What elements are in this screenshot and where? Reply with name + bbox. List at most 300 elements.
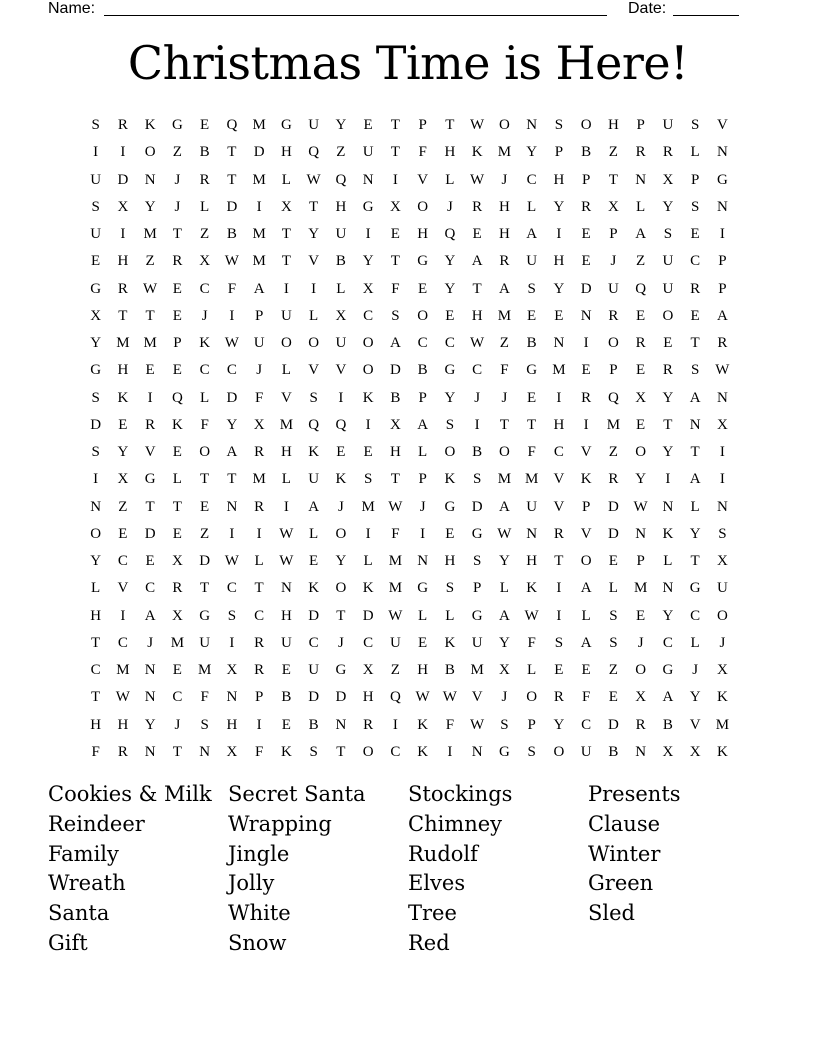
grid-letter: J: [337, 634, 344, 651]
grid-letter: E: [527, 389, 537, 406]
grid-letter: C: [254, 607, 265, 624]
grid-letter: L: [418, 607, 428, 624]
word-list-item: Rudolf: [408, 841, 478, 866]
grid-letter: L: [336, 280, 346, 297]
grid-letter: J: [256, 362, 263, 379]
grid-letter: C: [226, 362, 237, 379]
grid-letter: E: [608, 553, 618, 570]
grid-letter: W: [524, 607, 539, 624]
grid-letter: C: [553, 444, 564, 461]
grid-letter: X: [389, 416, 401, 433]
grid-letter: P: [418, 389, 427, 406]
grid-letter: V: [553, 498, 565, 515]
grid-letter: A: [498, 607, 510, 624]
grid-row: [82, 521, 736, 548]
grid-letter: K: [335, 471, 347, 488]
grid-letter: P: [418, 117, 427, 134]
grid-row: [82, 276, 736, 303]
grid-letter: B: [417, 362, 428, 379]
student-info-header: [48, 0, 748, 20]
grid-letter: G: [662, 662, 674, 679]
grid-letter: A: [635, 226, 647, 243]
grid-letter: K: [716, 689, 728, 706]
grid-letter: J: [692, 662, 699, 679]
grid-letter: T: [91, 634, 101, 651]
grid-letter: D: [607, 716, 619, 733]
grid-letter: R: [690, 280, 701, 297]
grid-letter: I: [120, 607, 126, 624]
grid-letter: J: [201, 307, 208, 324]
grid-letter: H: [417, 662, 429, 679]
grid-letter: C: [690, 607, 701, 624]
grid-letter: S: [554, 117, 564, 134]
grid-letter: L: [663, 553, 673, 570]
grid-letter: P: [581, 171, 591, 188]
grid-letter: G: [471, 525, 483, 542]
grid-letter: O: [335, 525, 347, 542]
grid-letter: F: [200, 416, 209, 433]
grid-letter: C: [662, 634, 673, 651]
grid-letter: Z: [118, 498, 128, 515]
grid-letter: C: [199, 362, 210, 379]
grid-letter: I: [365, 226, 371, 243]
grid-letter: I: [420, 525, 426, 542]
grid-letter: T: [281, 253, 291, 270]
grid-letter: Y: [662, 444, 674, 461]
grid-letter: P: [718, 280, 727, 297]
grid-letter: S: [472, 471, 482, 488]
grid-letter: O: [526, 689, 538, 706]
grid-letter: U: [199, 634, 211, 651]
grid-letter: T: [663, 416, 673, 433]
grid-row: [82, 303, 736, 330]
grid-letter: S: [718, 525, 727, 542]
grid-letter: D: [580, 280, 592, 297]
grid-letter: E: [690, 307, 700, 324]
grid-letter: I: [93, 471, 99, 488]
grid-letter: L: [499, 580, 509, 597]
grid-letter: L: [418, 444, 428, 461]
grid-letter: N: [689, 416, 701, 433]
grid-letter: F: [254, 389, 264, 406]
word-list-item: Presents: [588, 782, 681, 806]
word-list-item: Snow: [228, 930, 287, 955]
grid-letter: R: [553, 525, 564, 542]
grid-letter: K: [308, 580, 320, 597]
grid-letter: B: [581, 144, 592, 161]
grid-letter: E: [554, 662, 564, 679]
grid-letter: V: [308, 362, 320, 379]
grid-letter: R: [581, 198, 592, 215]
grid-letter: P: [690, 171, 700, 188]
grid-letter: V: [308, 253, 320, 270]
grid-letter: S: [609, 607, 618, 624]
grid-letter: Q: [226, 117, 238, 134]
grid-letter: L: [690, 634, 700, 651]
grid-letter: L: [445, 171, 455, 188]
grid-letter: U: [362, 144, 374, 161]
grid-letter: M: [252, 117, 266, 134]
grid-letter: E: [172, 444, 182, 461]
grid-letter: E: [581, 226, 591, 243]
grid-row: [82, 194, 736, 221]
grid-letter: L: [527, 662, 537, 679]
grid-letter: R: [499, 253, 510, 270]
grid-letter: H: [362, 689, 374, 706]
grid-letter: X: [117, 471, 129, 488]
grid-letter: T: [336, 743, 346, 760]
grid-row: [82, 575, 736, 602]
grid-letter: R: [254, 444, 265, 461]
grid-letter: N: [417, 553, 429, 570]
grid-letter: L: [527, 198, 537, 215]
grid-letter: L: [690, 144, 700, 161]
grid-letter: I: [365, 416, 371, 433]
grid-letter: R: [553, 689, 564, 706]
grid-letter: D: [607, 525, 619, 542]
grid-letter: X: [253, 416, 265, 433]
grid-letter: J: [419, 498, 426, 515]
grid-letter: H: [471, 307, 483, 324]
grid-letter: D: [308, 689, 320, 706]
word-list-item: Secret Santa: [228, 782, 366, 806]
grid-letter: Y: [689, 525, 701, 542]
grid-letter: H: [117, 716, 129, 733]
grid-letter: Q: [607, 389, 619, 406]
grid-letter: O: [362, 743, 374, 760]
grid-letter: P: [609, 362, 618, 379]
grid-letter: E: [418, 634, 428, 651]
grid-letter: Y: [444, 280, 456, 297]
grid-letter: E: [608, 689, 618, 706]
grid-row: [82, 548, 736, 575]
grid-letter: N: [662, 580, 674, 597]
grid-letter: T: [91, 689, 101, 706]
grid-letter: T: [445, 117, 455, 134]
grid-letter: S: [91, 389, 100, 406]
grid-letter: Y: [444, 253, 456, 270]
grid-letter: T: [472, 280, 482, 297]
grid-letter: G: [90, 280, 102, 297]
word-list-item: Jolly: [228, 871, 275, 896]
grid-letter: H: [90, 607, 102, 624]
grid-letter: E: [172, 362, 182, 379]
grid-letter: K: [280, 743, 292, 760]
grid-letter: E: [363, 444, 373, 461]
grid-letter: W: [442, 689, 457, 706]
grid-letter: F: [527, 634, 536, 651]
grid-letter: N: [362, 171, 374, 188]
grid-letter: P: [254, 689, 264, 706]
grid-letter: P: [472, 580, 482, 597]
grid-letter: O: [635, 662, 647, 679]
grid-letter: X: [498, 662, 510, 679]
word-list-item: Chimney: [408, 811, 503, 836]
grid-letter: M: [143, 335, 157, 352]
grid-letter: P: [418, 471, 427, 488]
grid-letter: J: [147, 634, 154, 651]
grid-letter: M: [388, 580, 403, 597]
grid-letter: I: [474, 416, 480, 433]
grid-letter: U: [662, 253, 674, 270]
grid-letter: E: [527, 307, 537, 324]
grid-letter: S: [391, 307, 400, 324]
grid-letter: U: [662, 280, 674, 297]
grid-letter: H: [335, 198, 347, 215]
grid-letter: M: [361, 498, 375, 515]
grid-letter: Y: [308, 226, 320, 243]
grid-letter: T: [390, 471, 400, 488]
grid-letter: A: [253, 280, 265, 297]
grid-letter: D: [226, 389, 238, 406]
grid-letter: U: [308, 662, 320, 679]
grid-letter: M: [143, 226, 157, 243]
grid-letter: X: [635, 689, 647, 706]
grid-letter: U: [580, 743, 592, 760]
grid-letter: M: [252, 471, 266, 488]
grid-letter: E: [172, 662, 182, 679]
grid-letter: T: [690, 444, 700, 461]
grid-letter: R: [662, 362, 673, 379]
grid-letter: Y: [144, 716, 156, 733]
grid-letter: D: [607, 498, 619, 515]
grid-letter: O: [144, 144, 156, 161]
grid-letter: Y: [90, 335, 102, 352]
grid-row: [82, 603, 736, 630]
grid-letter: W: [633, 498, 648, 515]
grid-letter: A: [226, 444, 238, 461]
grid-letter: C: [363, 634, 374, 651]
grid-letter: N: [716, 389, 728, 406]
grid-letter: I: [719, 226, 725, 243]
grid-letter: C: [472, 362, 483, 379]
grid-letter: S: [200, 716, 209, 733]
grid-letter: V: [471, 689, 483, 706]
grid-letter: C: [90, 662, 101, 679]
grid-letter: D: [90, 416, 102, 433]
grid-letter: P: [718, 253, 727, 270]
grid-letter: Q: [335, 171, 347, 188]
grid-letter: B: [308, 716, 319, 733]
grid-letter: E: [281, 716, 291, 733]
grid-letter: I: [556, 607, 562, 624]
grid-letter: R: [662, 144, 673, 161]
grid-row: [82, 466, 736, 493]
grid-letter: J: [174, 171, 181, 188]
grid-letter: R: [635, 716, 646, 733]
grid-letter: K: [417, 743, 429, 760]
grid-letter: N: [90, 498, 102, 515]
grid-letter: X: [689, 743, 701, 760]
grid-letter: E: [472, 226, 482, 243]
grid-letter: C: [172, 689, 183, 706]
grid-letter: P: [581, 498, 591, 515]
grid-letter: O: [580, 117, 592, 134]
grid-letter: H: [553, 171, 565, 188]
grid-letter: G: [280, 117, 292, 134]
grid-letter: E: [118, 416, 128, 433]
grid-letter: N: [526, 117, 538, 134]
grid-letter: L: [690, 498, 700, 515]
grid-letter: G: [444, 362, 456, 379]
grid-letter: F: [581, 689, 591, 706]
grid-letter: R: [472, 198, 483, 215]
grid-letter: H: [498, 226, 510, 243]
grid-letter: J: [610, 253, 617, 270]
grid-letter: X: [362, 662, 374, 679]
grid-letter: Y: [662, 389, 674, 406]
grid-letter: N: [144, 689, 156, 706]
grid-letter: T: [690, 553, 700, 570]
grid-letter: U: [90, 226, 102, 243]
grid-letter: C: [117, 553, 128, 570]
grid-row: [82, 357, 736, 384]
date-blank-line: [673, 15, 739, 16]
grid-letter: U: [280, 307, 292, 324]
grid-letter: I: [283, 498, 289, 515]
grid-row: [82, 167, 736, 194]
grid-letter: W: [470, 117, 485, 134]
grid-letter: X: [171, 607, 183, 624]
grid-letter: P: [636, 117, 645, 134]
grid-letter: T: [227, 171, 237, 188]
grid-letter: J: [719, 634, 726, 651]
grid-letter: I: [93, 144, 99, 161]
grid-letter: Y: [498, 553, 510, 570]
grid-letter: I: [556, 580, 562, 597]
grid-letter: A: [144, 607, 156, 624]
grid-letter: E: [663, 335, 673, 352]
grid-letter: C: [581, 716, 592, 733]
grid-letter: Y: [553, 716, 565, 733]
grid-letter: I: [120, 226, 126, 243]
grid-letter: G: [144, 471, 156, 488]
grid-letter: I: [556, 226, 562, 243]
grid-letter: H: [280, 607, 292, 624]
grid-letter: Q: [308, 144, 320, 161]
grid-letter: N: [144, 743, 156, 760]
grid-letter: P: [527, 716, 536, 733]
grid-letter: J: [501, 389, 508, 406]
grid-letter: N: [635, 525, 647, 542]
grid-letter: C: [308, 634, 319, 651]
grid-letter: T: [200, 471, 210, 488]
word-list-item: Wrapping: [228, 811, 332, 836]
grid-letter: B: [472, 444, 483, 461]
grid-letter: R: [117, 743, 128, 760]
grid-letter: V: [716, 117, 728, 134]
grid-letter: X: [389, 198, 401, 215]
word-list-item: Sled: [588, 901, 635, 926]
grid-letter: H: [444, 553, 456, 570]
grid-letter: S: [309, 389, 318, 406]
grid-letter: H: [90, 716, 102, 733]
grid-row: [82, 739, 736, 766]
grid-letter: O: [280, 335, 292, 352]
grid-letter: A: [417, 416, 429, 433]
grid-letter: T: [554, 553, 564, 570]
grid-letter: I: [147, 389, 153, 406]
grid-letter: D: [389, 362, 401, 379]
grid-letter: U: [280, 634, 292, 651]
grid-letter: I: [256, 198, 262, 215]
grid-letter: L: [281, 362, 291, 379]
grid-row: [82, 684, 736, 711]
grid-letter: G: [716, 171, 728, 188]
grid-letter: X: [662, 743, 674, 760]
grid-letter: W: [388, 607, 403, 624]
grid-letter: A: [689, 471, 701, 488]
grid-letter: X: [607, 198, 619, 215]
grid-letter: D: [226, 198, 238, 215]
grid-letter: E: [281, 662, 291, 679]
grid-letter: U: [526, 498, 538, 515]
grid-row: [82, 112, 736, 139]
grid-letter: S: [527, 280, 536, 297]
grid-letter: R: [581, 389, 592, 406]
grid-letter: S: [500, 716, 509, 733]
grid-letter: U: [308, 471, 320, 488]
grid-letter: H: [117, 362, 129, 379]
grid-letter: N: [635, 171, 647, 188]
grid-letter: W: [306, 171, 321, 188]
grid-letter: Y: [662, 198, 674, 215]
grid-letter: W: [470, 171, 485, 188]
grid-letter: A: [471, 253, 483, 270]
grid-letter: T: [390, 117, 400, 134]
grid-letter: B: [444, 662, 455, 679]
grid-letter: Z: [172, 144, 182, 161]
grid-letter: F: [200, 689, 209, 706]
grid-letter: F: [445, 716, 455, 733]
grid-letter: R: [608, 471, 619, 488]
grid-letter: T: [172, 226, 182, 243]
grid-row: [82, 330, 736, 357]
grid-row: [82, 630, 736, 657]
grid-letter: D: [253, 144, 265, 161]
grid-letter: F: [391, 280, 400, 297]
grid-letter: R: [254, 634, 265, 651]
grid-letter: U: [607, 280, 619, 297]
grid-letter: L: [445, 607, 455, 624]
grid-letter: M: [388, 553, 403, 570]
grid-letter: X: [226, 743, 238, 760]
grid-letter: K: [144, 117, 156, 134]
grid-letter: W: [279, 553, 294, 570]
grid-letter: G: [689, 580, 701, 597]
grid-letter: J: [474, 389, 481, 406]
grid-letter: E: [445, 307, 455, 324]
grid-letter: K: [362, 580, 374, 597]
grid-letter: E: [172, 280, 182, 297]
grid-letter: T: [254, 580, 264, 597]
grid-letter: Y: [526, 144, 538, 161]
grid-letter: A: [389, 335, 401, 352]
grid-letter: J: [174, 716, 181, 733]
grid-letter: W: [470, 716, 485, 733]
grid-letter: F: [227, 280, 237, 297]
grid-letter: C: [226, 580, 237, 597]
grid-letter: M: [116, 335, 130, 352]
grid-letter: L: [281, 171, 291, 188]
grid-letter: D: [362, 607, 374, 624]
word-list-item: Cookies & Milk: [48, 782, 212, 806]
grid-letter: H: [280, 144, 292, 161]
grid-letter: G: [417, 253, 429, 270]
grid-letter: A: [662, 689, 674, 706]
grid-letter: C: [363, 307, 374, 324]
grid-letter: I: [719, 444, 725, 461]
